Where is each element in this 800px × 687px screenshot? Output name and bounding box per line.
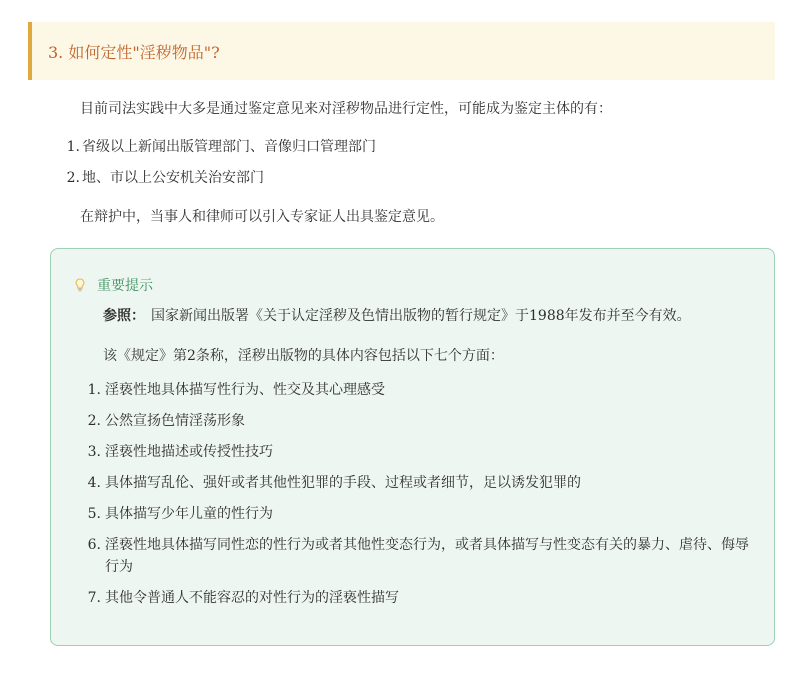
intro-paragraph: 目前司法实践中大多是通过鉴定意见来对淫秽物品进行定性，可能成为鉴定主体的有： <box>80 101 612 117</box>
tip-reference <box>103 305 691 325</box>
list-item <box>81 534 761 578</box>
list-item-text: 具体描写少年儿童的性行为 <box>105 506 273 522</box>
appraiser-list <box>60 138 376 200</box>
list-item-text: 地、市以上公安机关治安部门 <box>82 170 264 186</box>
reference-text: 国家新闻出版署《关于认定淫秽及色情出版物的暂行规定》于1988年发布并至今有效。 <box>151 308 691 324</box>
list-item <box>60 169 376 200</box>
list-item-text: 其他令普通人不能容忍的对性行为的淫亵性描写 <box>105 590 399 606</box>
list-item-text: 淫亵性地具体描写性行为、性交及其心理感受 <box>105 382 385 398</box>
list-item-text: 公然宣扬色情淫荡形象 <box>105 413 245 429</box>
list-item-number: 4. <box>87 475 101 491</box>
list-item <box>81 410 761 432</box>
list-item-text: 淫亵性地描述或传授性技巧 <box>105 444 273 460</box>
list-item-number: 2. <box>87 413 101 429</box>
list-item <box>81 472 761 494</box>
list-item-text: 具体描写乱伦、强奸或者其他性犯罪的手段、过程或者细节，足以诱发犯罪的 <box>105 475 581 491</box>
section-title: 3. 如何定性"淫秽物品"? <box>48 42 220 62</box>
list-item <box>81 441 761 463</box>
reference-label: 参照： <box>103 308 145 324</box>
list-item-number: 6. <box>87 537 101 553</box>
list-item <box>81 503 761 525</box>
list-item-number: 1. <box>66 139 80 155</box>
tip-paragraph: 该《规定》第2条称，淫秽出版物的具体内容包括以下七个方面： <box>103 348 504 364</box>
list-item <box>81 587 761 609</box>
list-item-text: 淫亵性地具体描写同性恋的性行为或者其他性变态行为，或者具体描写与性变态有关的暴力、虐待、侮辱行为 <box>105 537 749 575</box>
list-item-number: 7. <box>87 590 101 606</box>
list-item-number: 3. <box>87 444 101 460</box>
list-item-text: 省级以上新闻出版管理部门、音像归口管理部门 <box>82 139 376 155</box>
important-tip-box <box>50 248 775 646</box>
lightbulb-icon <box>75 278 85 292</box>
list-item-number: 1. <box>87 382 101 398</box>
defense-note: 在辩护中，当事人和律师可以引入专家证人出具鉴定意见。 <box>80 209 444 225</box>
list-item-number: 2. <box>66 170 80 186</box>
list-item-number: 5. <box>87 506 101 522</box>
obscene-content-list <box>81 379 761 618</box>
tip-header <box>75 275 153 295</box>
list-item <box>60 138 376 169</box>
section-heading <box>28 22 775 80</box>
tip-title: 重要提示 <box>97 278 153 294</box>
list-item <box>81 379 761 401</box>
